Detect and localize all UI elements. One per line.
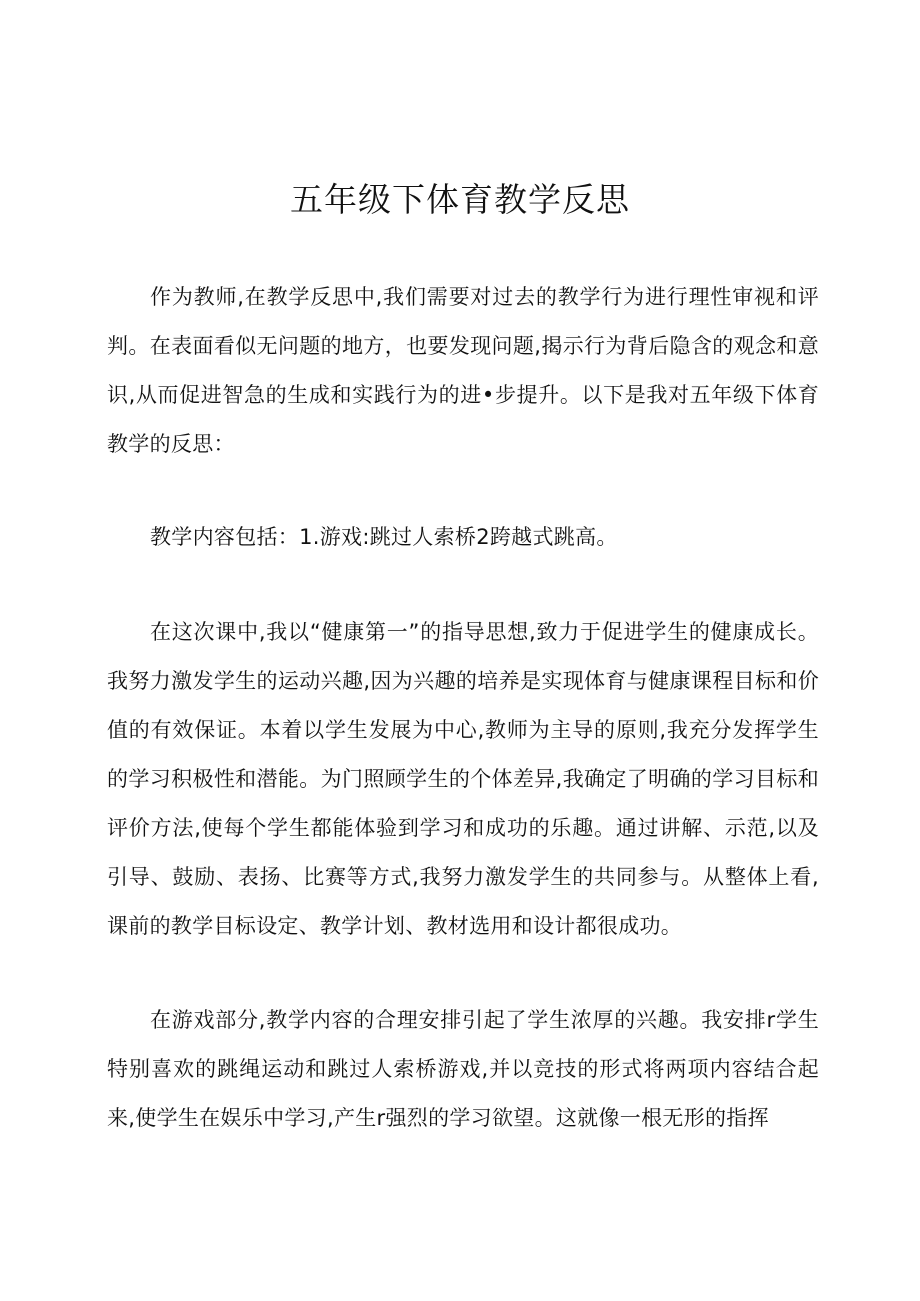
- paragraph-intro: 作为教师,在教学反思中,我们需要对过去的教学行为进行理性审视和评判。在表面看似无问题的地方，也要发现问题,揭示行为背后隐含的观念和意识,从而促进智急的生成和实践行为的进•步提升。以下是我对五年级下体育教学的反思：: [107, 285, 819, 456]
- paragraph-content: 教学内容包括：1.游戏:跳过人索桥2跨越式跳高。: [150, 525, 618, 549]
- paragraph-lesson: 在这次课中,我以“健康第一”的指导思想,致力于促进学生的健康成长。我努力激发学生的运动兴趣,因为兴趣的培养是实现体育与健康课程目标和价值的有效保证。本着以学生发展为中心,教师为主导的原则,我充分发挥学生的学习积极性和潜能。为门照顾学生的个体差异,我确定了明确的学习目标和评价方法,使每个学生都能体验到学习和成功的乐趣。通过讲解、示范,以及引导、鼓励、表扬、比赛等方式,我努力激发学生的共同参与。从整体上看,课前的教学目标设定、教学计划、教材选用和设计都很成功。: [107, 620, 819, 938]
- paragraph-game: 在游戏部分,教学内容的合理安排引起了学生浓厚的兴趣。我安排r学生特别喜欢的跳绳运动和跳过人索桥游戏,并以竞技的形式将两项内容结合起来,使学生在娱乐中学习,产生r强烈的学习欲望。这就像一根无形的指挥: [107, 1008, 819, 1130]
- document-title: 五年级下体育教学反思: [290, 180, 630, 219]
